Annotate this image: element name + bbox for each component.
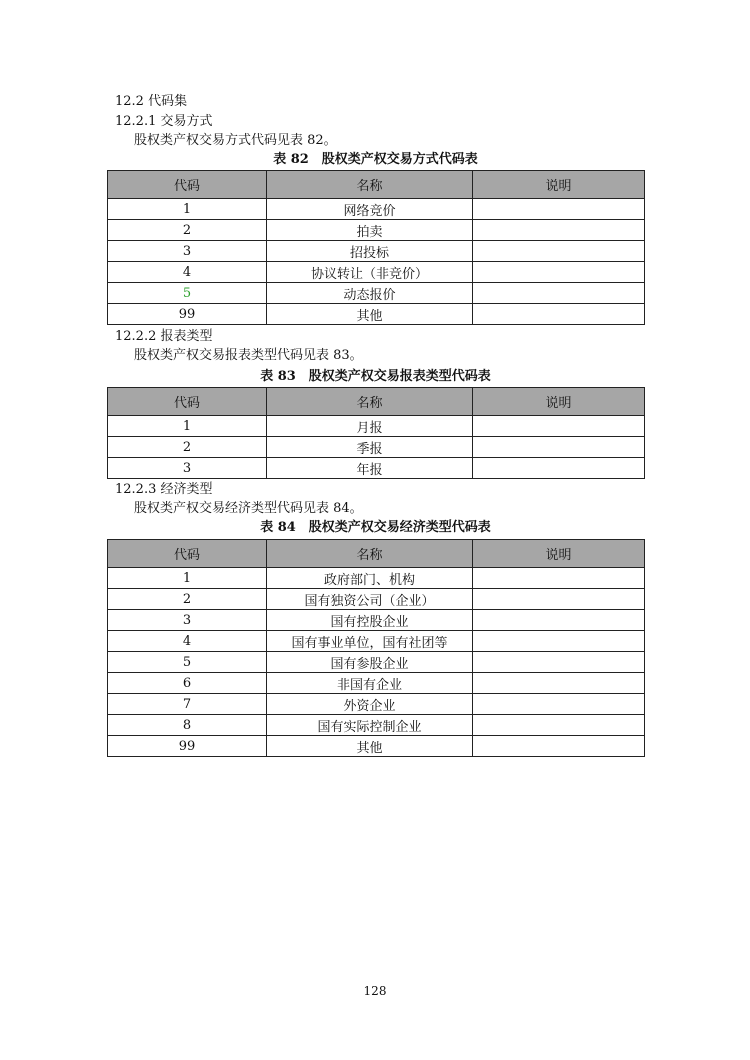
cell-note	[473, 416, 645, 437]
cell-note	[473, 283, 645, 304]
column-header-code: 代码	[108, 388, 267, 416]
cell-name: 其他	[267, 304, 473, 325]
cell-name: 国有控股企业	[267, 610, 473, 631]
table-82	[107, 170, 645, 325]
table-row	[108, 631, 645, 652]
column-header-code: 代码	[108, 171, 267, 199]
cell-code: 3	[108, 458, 267, 479]
cell-code: 2	[108, 437, 267, 458]
table-83	[107, 387, 645, 479]
table-row	[108, 241, 645, 262]
cell-name: 国有参股企业	[267, 652, 473, 673]
table-row	[108, 673, 645, 694]
cell-name: 国有独资公司（企业）	[267, 589, 473, 610]
cell-name: 季报	[267, 437, 473, 458]
column-header-note: 说明	[473, 171, 645, 199]
cell-code: 1	[108, 416, 267, 437]
cell-name: 招投标	[267, 241, 473, 262]
section-heading-12-2-3: 12.2.3 经济类型	[115, 482, 213, 497]
cell-note	[473, 458, 645, 479]
section-text-12-2-3: 股权类产权交易经济类型代码见表 84。	[134, 501, 363, 516]
cell-note	[473, 610, 645, 631]
cell-name: 年报	[267, 458, 473, 479]
cell-code: 5	[108, 652, 267, 673]
cell-name: 外资企业	[267, 694, 473, 715]
cell-note	[473, 437, 645, 458]
cell-code-highlighted: 5	[108, 283, 267, 304]
table-header-row	[108, 540, 645, 568]
table-header-row	[108, 171, 645, 199]
column-header-name: 名称	[267, 171, 473, 199]
section-heading-12-2-1: 12.2.1 交易方式	[115, 114, 213, 129]
cell-code: 8	[108, 715, 267, 736]
cell-name: 拍卖	[267, 220, 473, 241]
cell-code: 1	[108, 199, 267, 220]
cell-note	[473, 673, 645, 694]
cell-note	[473, 589, 645, 610]
cell-note	[473, 652, 645, 673]
cell-note	[473, 304, 645, 325]
cell-note	[473, 568, 645, 589]
cell-name: 动态报价	[267, 283, 473, 304]
table-83-caption: 表 83 股权类产权交易报表类型代码表	[260, 369, 491, 384]
section-text-12-2-1: 股权类产权交易方式代码见表 82。	[134, 133, 337, 148]
table-row	[108, 715, 645, 736]
cell-name: 月报	[267, 416, 473, 437]
section-heading-12-2-2: 12.2.2 报表类型	[115, 329, 213, 344]
table-row	[108, 437, 645, 458]
table-84	[107, 539, 645, 757]
table-row	[108, 589, 645, 610]
column-header-note: 说明	[473, 388, 645, 416]
cell-note	[473, 736, 645, 757]
cell-note	[473, 220, 645, 241]
table-row	[108, 568, 645, 589]
table-row	[108, 304, 645, 325]
cell-code: 7	[108, 694, 267, 715]
column-header-name: 名称	[267, 540, 473, 568]
table-header-row	[108, 388, 645, 416]
cell-code: 99	[108, 304, 267, 325]
cell-code: 6	[108, 673, 267, 694]
cell-code: 2	[108, 220, 267, 241]
cell-note	[473, 631, 645, 652]
table-row	[108, 736, 645, 757]
table-row	[108, 283, 645, 304]
column-header-code: 代码	[108, 540, 267, 568]
cell-code: 4	[108, 262, 267, 283]
cell-note	[473, 694, 645, 715]
table-row	[108, 458, 645, 479]
table-row	[108, 694, 645, 715]
cell-name: 国有事业单位，国有社团等	[267, 631, 473, 652]
cell-code: 2	[108, 589, 267, 610]
table-84-caption: 表 84 股权类产权交易经济类型代码表	[260, 520, 491, 535]
cell-name: 国有实际控制企业	[267, 715, 473, 736]
cell-name: 非国有企业	[267, 673, 473, 694]
table-82-caption: 表 82 股权类产权交易方式代码表	[273, 152, 478, 167]
cell-note	[473, 262, 645, 283]
cell-name: 协议转让（非竞价）	[267, 262, 473, 283]
cell-code: 4	[108, 631, 267, 652]
cell-code: 99	[108, 736, 267, 757]
table-row	[108, 262, 645, 283]
column-header-name: 名称	[267, 388, 473, 416]
cell-note	[473, 199, 645, 220]
table-row	[108, 652, 645, 673]
page-number: 128	[363, 984, 387, 998]
cell-note	[473, 715, 645, 736]
cell-name: 其他	[267, 736, 473, 757]
section-heading-12-2: 12.2 代码集	[115, 94, 188, 109]
cell-code: 3	[108, 241, 267, 262]
table-row	[108, 610, 645, 631]
cell-code: 3	[108, 610, 267, 631]
column-header-note: 说明	[473, 540, 645, 568]
cell-name: 网络竞价	[267, 199, 473, 220]
cell-name: 政府部门、机构	[267, 568, 473, 589]
table-row	[108, 416, 645, 437]
table-row	[108, 199, 645, 220]
cell-code: 1	[108, 568, 267, 589]
cell-note	[473, 241, 645, 262]
table-row	[108, 220, 645, 241]
section-text-12-2-2: 股权类产权交易报表类型代码见表 83。	[134, 348, 363, 363]
